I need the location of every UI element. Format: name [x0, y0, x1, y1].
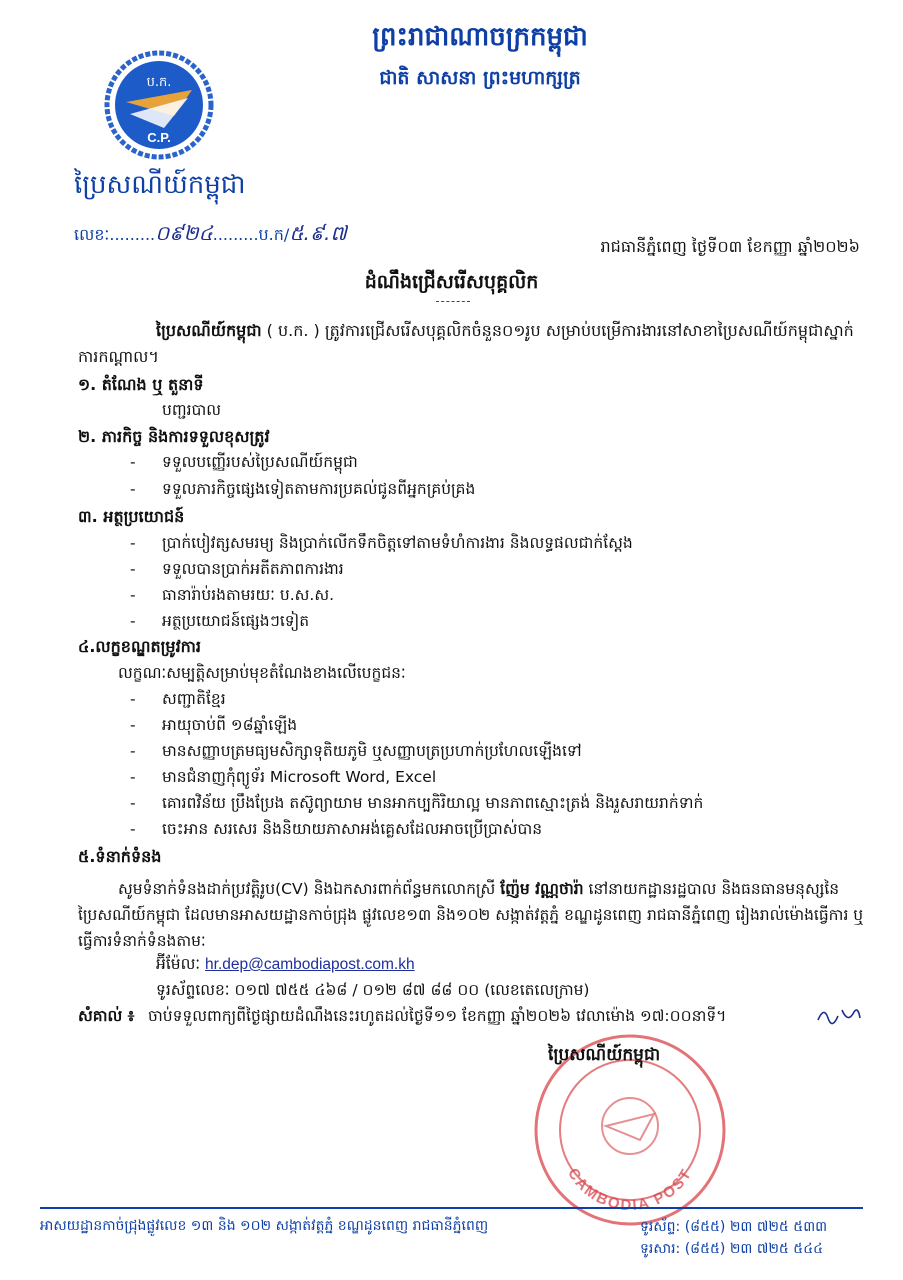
ref-middle: .........ប.ក/ [212, 225, 290, 244]
logo-letters: C.P. [147, 130, 171, 145]
phone-numbers: ០១៧ ៧៥៥ ៤៦៨ / ០១២ ៨៧ ៨៨ ០០ (លេខតេលេក្រាម) [234, 981, 590, 999]
date-line: រាជធានីភ្នំពេញ ថ្ងៃទី០៣ ខែកញ្ញា ឆ្នាំ២០២៦ [600, 237, 860, 256]
list-item: - ធានារ៉ាប់រងតាមរយៈ ប.ស.ស. [130, 586, 335, 604]
ref-prefix: លេខៈ......... [74, 225, 156, 244]
intro-text: ត្រូវការជ្រើសរើសបុគ្គលិកចំនួន០១រូប សម្រាប់បម្រើការងារនៅសាខាប្រៃសណីយ៍កម្ពុជាស្នាក់ការកណ្ដាល។ [78, 321, 854, 366]
intro-paragraph [78, 318, 858, 370]
intro-abbr: ( ប.ក. ) [266, 321, 320, 340]
footer-address: អាសយដ្ឋានកាច់ជ្រុងផ្លូវលេខ ១៣ និង ១០២ សង្កាត់វត្តភ្នំ ខណ្ឌដូនពេញ រាជធានីភ្នំពេញ [40, 1218, 489, 1234]
footer-fax: ទូរសារ: (៨៥៥) ២៣ ៧២៥ ៥៤៤ [640, 1241, 824, 1257]
contact-name: ញ៉ែម វណ្ណថារ៉ា [500, 880, 584, 898]
list-item: - អត្ថប្រយោជន៍ផ្សេងៗទៀត [130, 612, 310, 630]
kingdom-heading: ព្រះរាជាណាចក្រកម្ពុជា [372, 22, 588, 52]
note-label: សំគាល់ ៖ [78, 1007, 135, 1025]
organization-name: ប្រៃសណីយ៍កម្ពុជា [74, 170, 246, 200]
note-text: ចាប់ទទួលពាក្យពីថ្ងៃផ្សាយដំណឹងនេះរហូតដល់ថ្ងៃទី១១ ខែកញ្ញា ឆ្នាំ២០២៦ វេលាម៉ោង ១៧:០០នាទី។ [148, 1007, 727, 1025]
list-item: - ទទួលបានប្រាក់អតីតភាពការងារ [130, 560, 344, 578]
ref-suffix-handwritten: ៥.៩.៧ [289, 221, 347, 245]
stamp-text: CAMBODIA POST [564, 1165, 696, 1215]
list-item: - ប្រាក់បៀវត្សសមរម្យ និងប្រាក់លើកទឹកចិត្តទៅតាមទំហំការងារ និងលទ្ធផលជាក់ស្ដែង [130, 534, 633, 552]
section-2-heading: ២. ភារកិច្ច និងការទទួលខុសត្រូវ [78, 427, 270, 446]
list-item: បញ្ជរបាល [162, 401, 222, 419]
national-motto: ជាតិ សាសនា ព្រះមហាក្សត្រ [379, 67, 581, 89]
cambodia-post-logo [104, 50, 214, 160]
list-item: - គោរពវិន័យ ប្រឹងប្រែង តស៊ូព្យាយាម មានអាកប្បកិរិយាល្អ មានភាពស្មោះត្រង់ និងរួសរាយរាក់ទាក់ [130, 794, 704, 812]
handwritten-initials [814, 1002, 864, 1028]
title-divider [436, 301, 470, 302]
list-item: - ទទួលភារកិច្ចផ្សេងទៀតតាមការប្រគល់ជូនពីអ្នកគ្រប់គ្រង [130, 480, 476, 498]
list-item: - មានជំនាញកុំព្យូទ័រ Microsoft Word, Excel [130, 768, 437, 786]
intro-org: ប្រៃសណីយ៍កម្ពុជា [156, 321, 262, 340]
list-item: - អាយុចាប់ពី ១៨ឆ្នាំឡើង [130, 716, 298, 734]
ref-number-handwritten: ០៩២៤ [155, 221, 213, 245]
contact-paragraph: សូមទំនាក់ទំនងដាក់ប្រវត្តិរូប(CV) និងឯកសារពាក់ព័ន្ធមកលោកស្រី ញ៉ែម វណ្ណថារ៉ា នៅនាយកដ្ឋានរដ្ឋបាល និងធនធានមនុស្សនៃប្រៃសណីយ៍កម្ពុជា ដែលមានអាសយដ្ឋានកាច់ជ្រុង ផ្លូវលេខ១៣ និង១០២ សង្កាត់វត្តភ្នំ ខណ្ឌដូនពេញ រាជធានីភ្នំពេញ រៀងរាល់ម៉ោងធ្វើការ ឬធ្វើការទំនាក់ទំនងតាមៈ [78, 880, 864, 950]
section-4-heading: ៤.លក្ខខណ្ឌតម្រូវការ [78, 637, 201, 656]
list-item: - មានសញ្ញាបត្រមធ្យមសិក្សាទុតិយភូមិ ឬសញ្ញាបត្រប្រហាក់ប្រហែលឡើងទៅ [130, 742, 582, 760]
footer-contacts [640, 1216, 827, 1260]
signer-name: ប្រៃសណីយ៍កម្ពុជា [548, 1045, 661, 1065]
footer-divider [40, 1207, 863, 1209]
list-item: - ចេះអាន សរសេរ និងនិយាយភាសាអង់គ្លេសដែលអាចប្រើប្រាស់បាន [130, 820, 543, 838]
section-5-heading: ៥.ទំនាក់ទំនង [78, 847, 162, 866]
reference-number [74, 220, 347, 250]
email-line: អ៊ីម៉ែលៈ hr.dep@cambodiapost.com.kh [156, 955, 415, 973]
qualifications-label: លក្ខណៈសម្បត្តិសម្រាប់មុខតំណែងខាងលើបេក្ខជនៈ [118, 664, 406, 682]
list-item: - ទទួលបញ្ញើរបស់ប្រៃសណីយ៍កម្ពុជា [130, 453, 358, 471]
section-1-heading: ១. តំណែង ឬ តួនាទី [78, 375, 204, 394]
email-link[interactable]: hr.dep@cambodiapost.com.kh [205, 956, 415, 973]
footer-tel: ទូរស័ព្ទ: (៨៥៥) ២៣ ៧២៥ ៥៣៣ [640, 1219, 828, 1235]
logo-initials: ប.ក. [146, 75, 172, 90]
phone-line: ទូរស័ព្ទលេខៈ ០១៧ ៧៥៥ ៤៦៨ / ០១២ ៨៧ ៨៨ ០០ (លេខតេលេក្រាម) [156, 981, 590, 999]
announcement-title: ដំណឹងជ្រើសរើសបុគ្គលិក [364, 271, 539, 293]
deadline-note [78, 1006, 878, 1029]
section-3-heading: ៣. អត្ថប្រយោជន៍ [78, 507, 185, 526]
list-item: - សញ្ជាតិខ្មែរ [130, 690, 226, 708]
